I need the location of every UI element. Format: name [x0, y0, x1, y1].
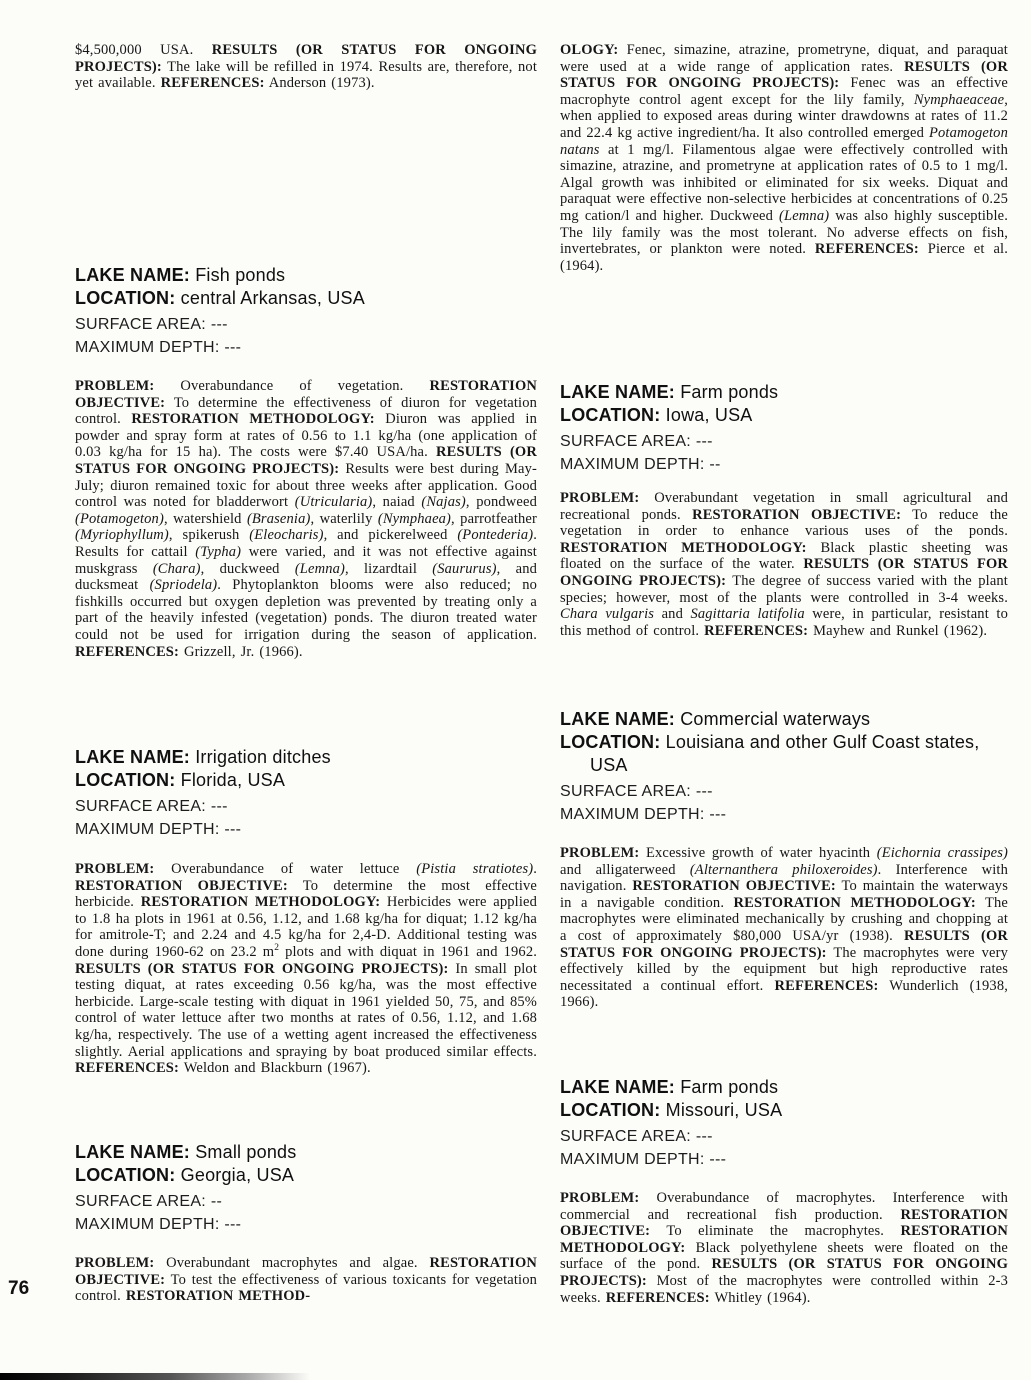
text-run: To determine the effectiveness of diuron for vegetation control. — [75, 394, 537, 428]
text-run: Weldon and Blackburn (1967). — [178, 1060, 371, 1077]
left-column — [75, 0, 537, 1380]
paragraph-fish-ponds — [75, 378, 537, 660]
field-label: LOCATION: — [75, 770, 176, 790]
bold-label: RESTORATION METHOD- — [125, 1288, 311, 1305]
bold-label: RESULTS (OR STATUS FOR ONGOING PROJECTS): — [560, 556, 1008, 589]
lake-field-row — [75, 818, 537, 841]
field-value: --- — [224, 339, 242, 356]
bold-label: RESTORATION OBJECTIVE: — [560, 1206, 1008, 1240]
field-label: MAXIMUM DEPTH: — [560, 806, 705, 823]
text-run: To determine the most effective herbicide. — [75, 877, 537, 911]
species-name: (Pontederia) — [457, 527, 534, 544]
text-run: . Interference with navigation. — [560, 861, 1008, 895]
text-run: Most of the macrophytes were controlled within 2-3 weeks. — [560, 1272, 1008, 1306]
bold-label: RESULTS (OR STATUS FOR ONGOING PROJECTS): — [75, 42, 537, 75]
field-value: --- — [695, 1128, 713, 1145]
bold-label: OLOGY: — [560, 42, 619, 58]
field-label: LAKE NAME: — [75, 747, 190, 767]
field-value: --- — [224, 821, 242, 838]
lake-field-row — [560, 381, 1008, 404]
text-run: , duckweed — [200, 560, 295, 577]
field-label: MAXIMUM DEPTH: — [75, 339, 220, 356]
bold-label: PROBLEM: — [560, 845, 640, 861]
field-label: SURFACE AREA: — [560, 433, 692, 450]
bold-label: RESTORATION OBJECTIVE: — [75, 1255, 537, 1288]
species-name: (Lemna) — [294, 560, 345, 577]
field-value: Farm ponds — [680, 382, 779, 402]
field-value: -- — [210, 1193, 223, 1210]
lake-field-row — [75, 1213, 537, 1236]
field-label: LOCATION: — [560, 732, 661, 752]
text-run: , spikerush — [168, 527, 250, 544]
species-name: (Myriophyllum) — [75, 527, 169, 544]
bold-label: RESTORATION METHODOLOGY: — [560, 539, 807, 556]
field-value: Farm ponds — [680, 1077, 779, 1097]
lake-field-row — [75, 769, 537, 792]
lake-field-row — [560, 1125, 1008, 1148]
bold-label: RESTORATION OBJECTIVE: — [692, 506, 902, 523]
lake-field-row — [560, 731, 1008, 777]
lake-field-row — [75, 795, 537, 818]
bold-label: PROBLEM: — [75, 861, 155, 877]
text-run: . Results for cattail — [75, 527, 537, 560]
text-run: Herbicides were applied to 1.8 ha plots in 1961 at 0.56, 1.12, and 1.68 kg/ha for diquat; 1.12 kg/ha for amitrole-T; and 2.24 and 4.5 kg/ha for 2,4-D. Additional testing was done during 1960-62 on 23.2 m — [75, 894, 537, 960]
text-run: The lake will be refilled in 1974. Results are, therefore, not yet available. — [75, 58, 537, 92]
species-name: (Chara) — [152, 560, 201, 577]
lake-field-row — [560, 430, 1008, 453]
lake-field-row — [75, 313, 537, 336]
field-label: LOCATION: — [75, 1165, 176, 1185]
field-label: LAKE NAME: — [75, 1142, 190, 1162]
lake-field-row — [560, 1076, 1008, 1099]
field-label: SURFACE AREA: — [75, 1193, 207, 1210]
text-run: , naiad — [372, 494, 422, 511]
bold-label: REFERENCES: — [160, 75, 265, 92]
lake-field-row — [75, 1141, 537, 1164]
text-run: , watershield — [163, 510, 247, 527]
text-run: Anderson (1973). — [264, 75, 375, 92]
field-label: LOCATION: — [560, 405, 661, 425]
field-label: MAXIMUM DEPTH: — [560, 1151, 705, 1168]
bold-label: RESTORATION METHODOLOGY: — [733, 894, 976, 911]
text-run: was also highly susceptible. The lily family was the most tolerant. No adverse effects on fish, invertebrates, or plankton were noted. — [560, 207, 1008, 258]
paragraph-farm-ponds-missouri — [560, 1190, 1008, 1306]
text-run: To test the effectiveness of various toxicants for vegetation control. — [75, 1271, 537, 1305]
lake-info-commercial-waterways — [560, 708, 1008, 826]
bold-label: PROBLEM: — [75, 378, 155, 394]
field-value: central Arkansas, USA — [180, 288, 365, 308]
species-name: (Potamogeton) — [75, 510, 164, 527]
field-label: SURFACE AREA: — [75, 798, 207, 815]
field-label: MAXIMUM DEPTH: — [75, 1216, 220, 1233]
bold-label: RESULTS (OR STATUS FOR ONGOING PROJECTS): — [75, 444, 537, 477]
text-run: Overabundance of macrophytes. Interference with commercial and recreational fish production. — [560, 1190, 1008, 1223]
bold-label: RESTORATION OBJECTIVE: — [75, 877, 288, 894]
paragraph-irrigation-ditches — [75, 861, 537, 1077]
paragraph-small-ponds-continued — [560, 42, 1008, 274]
bold-label: RESULTS (OR STATUS FOR ONGOING PROJECTS): — [560, 58, 1008, 92]
species-name: (Brasenia) — [246, 510, 311, 527]
lake-info-fish-ponds — [75, 264, 537, 359]
text-run: To reduce the vegetation in order to enhance various uses of the ponds. — [560, 506, 1008, 540]
text-run: Overabundance of water lettuce — [154, 861, 417, 877]
bold-label: REFERENCES: — [75, 643, 179, 660]
text-run: $4,500,000 USA. — [75, 42, 212, 58]
text-run: . — [533, 861, 537, 877]
text-run: Whitley (1964). — [709, 1289, 811, 1306]
text-run: To maintain the waterways in a navigable condition. — [560, 878, 1008, 911]
bold-label: REFERENCES: — [774, 977, 879, 994]
field-value: Iowa, USA — [665, 405, 753, 425]
superscript: 2 — [274, 943, 280, 954]
species-name: (Spriodela) — [149, 577, 218, 594]
field-value: --- — [709, 806, 727, 823]
field-label: SURFACE AREA: — [560, 1128, 692, 1145]
text-run: , pondweed — [465, 494, 537, 511]
species-name: (Saururus) — [432, 560, 497, 577]
field-value: -- — [709, 456, 721, 473]
text-run: were, in particular, resistant to this method of control. — [560, 606, 1008, 639]
text-run: at 1 mg/l. Filamentous algae were effectively controlled with simazine, atrazine, and prometryne at application rates of 0.5 to 1 mg/l. Algal growth was inhibited or eliminated for six weeks. Diquat and paraquat were effective non-selective herbicides at concentrations of 0.25 mg cation/l and higher. Duckweed — [560, 141, 1008, 224]
text-run: Pierce et al. (1964). — [560, 241, 1009, 274]
field-value: Fish ponds — [195, 265, 286, 285]
field-label: SURFACE AREA: — [560, 783, 692, 800]
bold-label: RESTORATION METHODOLOGY: — [140, 894, 381, 911]
bold-label: RESULTS (OR STATUS FOR ONGOING PROJECTS): — [560, 1256, 1008, 1289]
bold-label: REFERENCES: — [814, 241, 919, 258]
lake-field-row — [75, 264, 537, 287]
bold-label: RESTORATION OBJECTIVE: — [632, 878, 836, 895]
lake-field-row — [75, 1164, 537, 1187]
page-number: 76 — [8, 1278, 30, 1299]
field-value: --- — [695, 433, 713, 450]
text-run: , parrotfeather — [451, 510, 537, 527]
bold-label: RESTORATION OBJECTIVE: — [75, 378, 537, 411]
text-run: Excessive growth of water hyacinth — [639, 845, 877, 861]
text-run: , when applied to exposed areas during winter drawdowns at rates of 11.2 and 22.4 kg active ingredient/ha. It also controlled emerged — [560, 91, 1008, 141]
text-run: , lizardtail — [345, 560, 433, 577]
field-label: LAKE NAME: — [560, 1077, 675, 1097]
field-value: --- — [210, 316, 228, 333]
lake-field-row — [560, 1148, 1008, 1171]
text-run: and alligaterweed — [560, 861, 690, 878]
text-run: Wunderlich (1938, 1966). — [560, 977, 1009, 1011]
bold-label: RESTORATION METHODOLOGY: — [560, 1223, 1008, 1256]
field-value: --- — [210, 798, 228, 815]
bold-label: RESULTS (OR STATUS FOR ONGOING PROJECTS): — [560, 927, 1009, 961]
lake-field-row — [560, 453, 1008, 476]
lake-field-row — [560, 803, 1008, 826]
field-value: --- — [224, 1216, 242, 1233]
field-value: Small ponds — [195, 1142, 297, 1162]
field-value: Irrigation ditches — [195, 747, 331, 767]
lake-info-small-ponds — [75, 1141, 537, 1236]
species-name: Sagittaria latifolia — [690, 606, 805, 623]
text-run: Fenec was an effective macrophyte control agent except for the lily family, — [560, 75, 1008, 108]
text-run: Overabundant macrophytes and algae. — [154, 1255, 430, 1271]
lake-info-farm-ponds-missouri — [560, 1076, 1008, 1171]
lake-field-row — [560, 404, 1008, 427]
species-name: (Utricularia) — [294, 494, 373, 511]
species-name: (Najas) — [421, 494, 466, 511]
species-name: (Typha) — [195, 543, 242, 560]
text-run: plots and with diquat in 1961 and 1962. — [279, 943, 537, 960]
lake-field-row — [560, 708, 1008, 731]
text-run: The macrophytes were eliminated mechanically by crushing and chopping at a cost of approximately $80,000 USA/yr (1938). — [560, 894, 1008, 944]
bold-label: REFERENCES: — [704, 622, 809, 639]
lake-field-row — [75, 287, 537, 310]
bold-label: RESULTS (OR STATUS FOR ONGOING PROJECTS): — [75, 960, 449, 977]
text-run: Overabundant vegetation in small agricultural and recreational ponds. — [560, 490, 1008, 523]
text-run: Fenec, simazine, atrazine, prometryne, diquat, and paraquat were used at a wide range of application rates. — [560, 42, 1008, 75]
bold-label: REFERENCES: — [605, 1289, 710, 1306]
lake-field-row — [75, 746, 537, 769]
text-run: . Phytoplankton blooms were also reduced; no fishkills occurred but oxygen depletion was prevented by treating only a part of the heavily infested (vegetation) ponds. The diuron treated water could not be used for irrigation during the season of application. — [75, 577, 537, 643]
text-run: In small plot testing diquat, at rates exceeding 0.56 kg/ha, was the most effective herbicide. Large-scale testing with diquat in 1961 yielded 50, 75, and 85% control of water lettuce after two months at rates of 0.56, 1.12, and 1.68 kg/ha, respectively. The use of a wetting agent increased the effectiveness slightly. Aerial applications and spraying by boat produced similar effects. — [75, 960, 538, 1060]
field-label: LAKE NAME: — [560, 382, 675, 402]
field-label: MAXIMUM DEPTH: — [560, 456, 705, 473]
species-name: Chara vulgaris — [560, 606, 655, 623]
lake-field-row — [75, 1190, 537, 1213]
lake-info-farm-ponds-iowa — [560, 381, 1008, 476]
field-label: LOCATION: — [560, 1100, 661, 1120]
field-value: --- — [709, 1151, 727, 1168]
species-name: Nymphaeaceae — [913, 91, 1005, 108]
text-run: , and ducksmeat — [75, 560, 537, 594]
text-run: Mayhew and Runkel (1962). — [808, 622, 988, 639]
field-value: Florida, USA — [180, 770, 286, 790]
field-label: SURFACE AREA: — [75, 316, 207, 333]
species-name: (Eichornia crassipes) — [876, 845, 1008, 861]
field-value: --- — [695, 783, 713, 800]
text-run: The degree of success varied with the plant species; however, most of the plants were controlled in 3-4 weeks. — [560, 572, 1008, 606]
field-value: Commercial waterways — [680, 709, 871, 729]
paragraph-continuation-intro — [75, 42, 537, 92]
text-run: Black plastic sheeting was floated on the surface of the water. — [560, 539, 1008, 573]
species-name: (Alternanthera philoxeroides) — [689, 861, 878, 878]
lake-field-row — [560, 1099, 1008, 1122]
field-value: Missouri, USA — [665, 1100, 783, 1120]
bold-label: PROBLEM: — [75, 1255, 155, 1271]
species-name: (Eleocharis) — [249, 527, 324, 544]
field-label: LAKE NAME: — [560, 709, 675, 729]
right-column — [560, 0, 1008, 1380]
paragraph-farm-ponds-iowa — [560, 490, 1008, 639]
species-name: (Lemna) — [779, 207, 830, 224]
text-run: were varied, and it was not effective against muskgrass — [75, 543, 537, 577]
bold-label: RESTORATION METHODOLOGY: — [131, 411, 375, 428]
species-name: (Pistia stratiotes) — [416, 861, 534, 877]
text-run: Overabundance of vegetation. — [154, 378, 430, 394]
text-run: Black polyethylene sheets were floated on the surface of the pond. — [560, 1239, 1008, 1273]
bold-label: PROBLEM: — [560, 1190, 640, 1206]
field-label: LAKE NAME: — [75, 265, 190, 285]
text-run: Results were best during May-July; diuron remained toxic for about three weeks after application. Good control was noted for bladderwort — [75, 460, 537, 511]
text-run: , waterlily — [310, 510, 378, 527]
field-label: MAXIMUM DEPTH: — [75, 821, 220, 838]
lake-info-irrigation-ditches — [75, 746, 537, 841]
lake-field-row — [560, 780, 1008, 803]
bold-label: REFERENCES: — [75, 1060, 179, 1077]
paragraph-commercial-waterways — [560, 845, 1008, 1011]
field-value: Georgia, USA — [180, 1165, 295, 1185]
text-run: The macrophytes were very effectively killed by the equipment but high reproductive rates necessitated a continual effort. — [560, 944, 1008, 994]
text-run: To eliminate the macrophytes. — [650, 1223, 901, 1240]
species-name: Potamogeton natans — [560, 124, 1008, 158]
field-value: Louisiana and other Gulf Coast states, USA — [590, 732, 980, 775]
bold-label: PROBLEM: — [560, 490, 640, 506]
text-run: Grizzell, Jr. (1966). — [178, 643, 303, 660]
species-name: (Nymphaea) — [377, 510, 452, 527]
paragraph-small-ponds — [75, 1255, 537, 1305]
field-label: LOCATION: — [75, 288, 176, 308]
text-run: Diuron was applied in powder and spray form at rates of 0.56 to 1.1 kg/ha (one application of 0.03 kg/ha for 15 ha). The costs were $7.40 USA/ha. — [75, 411, 537, 461]
lake-field-row — [75, 336, 537, 359]
text-run: and — [654, 606, 691, 623]
text-run: , and pickerelweed — [323, 527, 458, 544]
scan-artifact-bar — [0, 1373, 310, 1380]
